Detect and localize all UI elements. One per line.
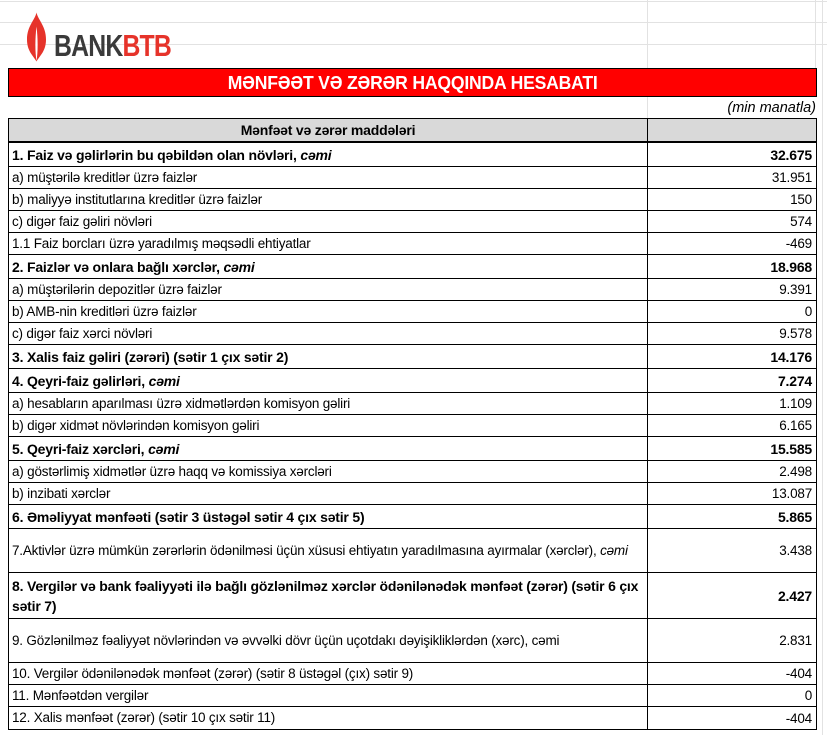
row-label-text: b) maliyyə institutlarına kreditlər üzrə faizlər	[12, 191, 262, 207]
row-value: 2.831	[779, 633, 812, 648]
row-label	[9, 483, 648, 504]
table-row	[9, 279, 816, 301]
row-value: 3.438	[779, 543, 812, 558]
report-title-bar	[8, 68, 817, 97]
row-value: -469	[785, 236, 812, 251]
row-label-text: 1.1 Faiz borcları üzrə yaradılmış məqsədli ehtiyatlar	[12, 235, 311, 251]
row-label	[9, 619, 648, 662]
row-label	[9, 167, 648, 188]
bank-logo	[24, 9, 200, 63]
row-label	[9, 189, 648, 210]
row-value: 9.578	[779, 326, 812, 341]
table-row	[9, 707, 816, 729]
row-label	[9, 211, 648, 232]
row-label-text: c) digər faiz xərci növləri	[12, 325, 153, 341]
table-row	[9, 233, 816, 255]
row-label	[9, 143, 648, 166]
row-value: 14.176	[770, 348, 812, 365]
row-label-text: 7.Aktivlər üzrə mümkün zərərlərin ödənilməsi üçün xüsusi ehtiyatın yaradılmasına ayırmalar (xərclər),	[12, 542, 601, 558]
table-row	[9, 167, 816, 189]
row-label-text: 8. Vergilər və bank fəaliyyəti ilə bağlı gözlənilməz xərclər ödənilənədək mənfəət (zərər) (sətir 6 çıx sətir 7)	[12, 577, 639, 614]
row-value: -404	[785, 666, 812, 681]
row-label	[9, 685, 648, 706]
table-row	[9, 369, 816, 393]
row-label	[9, 393, 648, 414]
row-label-text: b) digər xidmət növlərindən komisyon gəliri	[12, 417, 260, 433]
table-row	[9, 255, 816, 279]
row-label-text: 11. Mənfəətdən vergilər	[12, 687, 149, 703]
row-label-italic-suffix: cəmi	[148, 372, 180, 389]
row-value: 9.391	[779, 282, 812, 297]
row-label-italic-suffix: cəmi	[148, 440, 180, 457]
row-value: 0	[804, 304, 812, 319]
row-label-text: 10. Vergilər ödənilənədək mənfəət (zərər) (sətir 8 üstəgəl (çıx) sətir 9)	[12, 665, 414, 681]
row-value: 5.865	[777, 508, 812, 525]
row-value: 574	[790, 214, 812, 229]
gridline	[822, 0, 823, 735]
table-row	[9, 345, 816, 369]
units-note: (min manatla)	[727, 99, 816, 116]
table-row	[9, 619, 816, 663]
table-row	[9, 437, 816, 461]
row-label-text: a) hesabların aparılması üzrə xidmətlərdən komisyon gəliri	[12, 395, 351, 411]
row-label-text: b) inzibati xərclər	[12, 485, 111, 501]
row-label-italic-suffix: cəmi	[223, 258, 255, 275]
row-label	[9, 707, 648, 729]
row-label-text: 2. Faizlər və onlara bağlı xərclər,	[12, 258, 224, 275]
row-value: 2.427	[777, 587, 812, 604]
row-label	[9, 345, 648, 368]
row-value: 150	[790, 192, 812, 207]
row-value: 18.968	[770, 258, 812, 275]
report-title: MƏNFƏƏT VƏ ZƏRƏR HAQQINDA HESABATI	[227, 71, 598, 93]
row-value: 7.274	[777, 372, 812, 389]
row-value: -404	[785, 710, 812, 726]
table-body	[9, 143, 816, 729]
row-value: 1.109	[779, 396, 812, 411]
row-label	[9, 279, 648, 300]
profit-loss-table	[8, 118, 817, 730]
table-row	[9, 663, 816, 685]
table-row	[9, 685, 816, 707]
table-row	[9, 301, 816, 323]
row-label-italic-suffix: cəmi	[600, 542, 628, 558]
row-value: 13.087	[771, 486, 812, 501]
row-label-text: a) müştərilə kreditlər üzrə faizlər	[12, 169, 198, 185]
row-value: 6.165	[779, 418, 812, 433]
table-row	[9, 529, 816, 573]
row-label	[9, 301, 648, 322]
table-row	[9, 189, 816, 211]
row-value: 0	[804, 688, 812, 703]
row-value: 15.585	[770, 440, 812, 457]
row-value: 31.951	[771, 170, 812, 185]
row-label	[9, 461, 648, 482]
row-label-text: 9. Gözlənilməz fəaliyyət növlərindən və əvvəlki dövr üçün uçotdakı dəyişikliklərdən (xərc), cəmi	[12, 632, 560, 648]
row-label	[9, 437, 648, 460]
row-value: 2.498	[779, 464, 812, 479]
row-label-text: a) göstərlimiş xidmətlər üzrə haqq və komissiya xərcləri	[12, 463, 332, 479]
table-row	[9, 415, 816, 437]
gridline	[815, 0, 816, 68]
row-label-text: 12. Xalis mənfəət (zərər) (sətir 10 çıx sətir 11)	[12, 710, 276, 725]
table-row	[9, 573, 816, 619]
row-label	[9, 233, 648, 254]
row-label	[9, 415, 648, 436]
logo-bank-word: BANK	[54, 28, 123, 63]
row-label-text: a) müştərilərin depozitlər üzrə faizlər	[12, 281, 222, 297]
row-label	[9, 505, 648, 528]
row-label-text: 5. Qeyri-faiz xərcləri,	[12, 440, 149, 457]
row-label	[9, 255, 648, 278]
bank-logo-text	[54, 30, 171, 61]
row-label-text: 4. Qeyri-faiz gəlirləri,	[12, 372, 149, 389]
table-row	[9, 211, 816, 233]
gridline	[0, 1, 827, 2]
row-label	[9, 573, 648, 618]
row-label-text: 1. Faiz və gəlirlərin bu qəbildən olan növləri,	[12, 146, 301, 163]
logo-btb-word: BTB	[122, 28, 172, 63]
row-label	[9, 663, 648, 684]
row-label-italic-suffix: cəmi	[300, 146, 332, 163]
table-row	[9, 483, 816, 505]
table-header-row	[9, 119, 816, 143]
table-row	[9, 461, 816, 483]
row-label	[9, 529, 648, 572]
row-label-text: b) AMB-nin kreditləri üzrə faizlər	[12, 303, 197, 319]
table-header-value-cell	[648, 119, 816, 141]
table-header-label: Mənfəət və zərər maddələri	[9, 119, 648, 141]
row-value: 32.675	[770, 146, 812, 163]
row-label	[9, 369, 648, 392]
row-label-text: 6. Əməliyyat mənfəəti (sətir 3 üstəgəl sətir 4 çıx sətir 5)	[12, 508, 365, 525]
table-row	[9, 323, 816, 345]
row-label-text: c) digər faiz gəliri növləri	[12, 213, 152, 229]
table-row	[9, 393, 816, 415]
table-row	[9, 143, 816, 167]
row-label	[9, 323, 648, 344]
table-row	[9, 505, 816, 529]
row-label-text: 3. Xalis faiz gəliri (zərəri) (sətir 1 çıx sətir 2)	[12, 348, 289, 365]
flame-icon	[24, 11, 49, 63]
